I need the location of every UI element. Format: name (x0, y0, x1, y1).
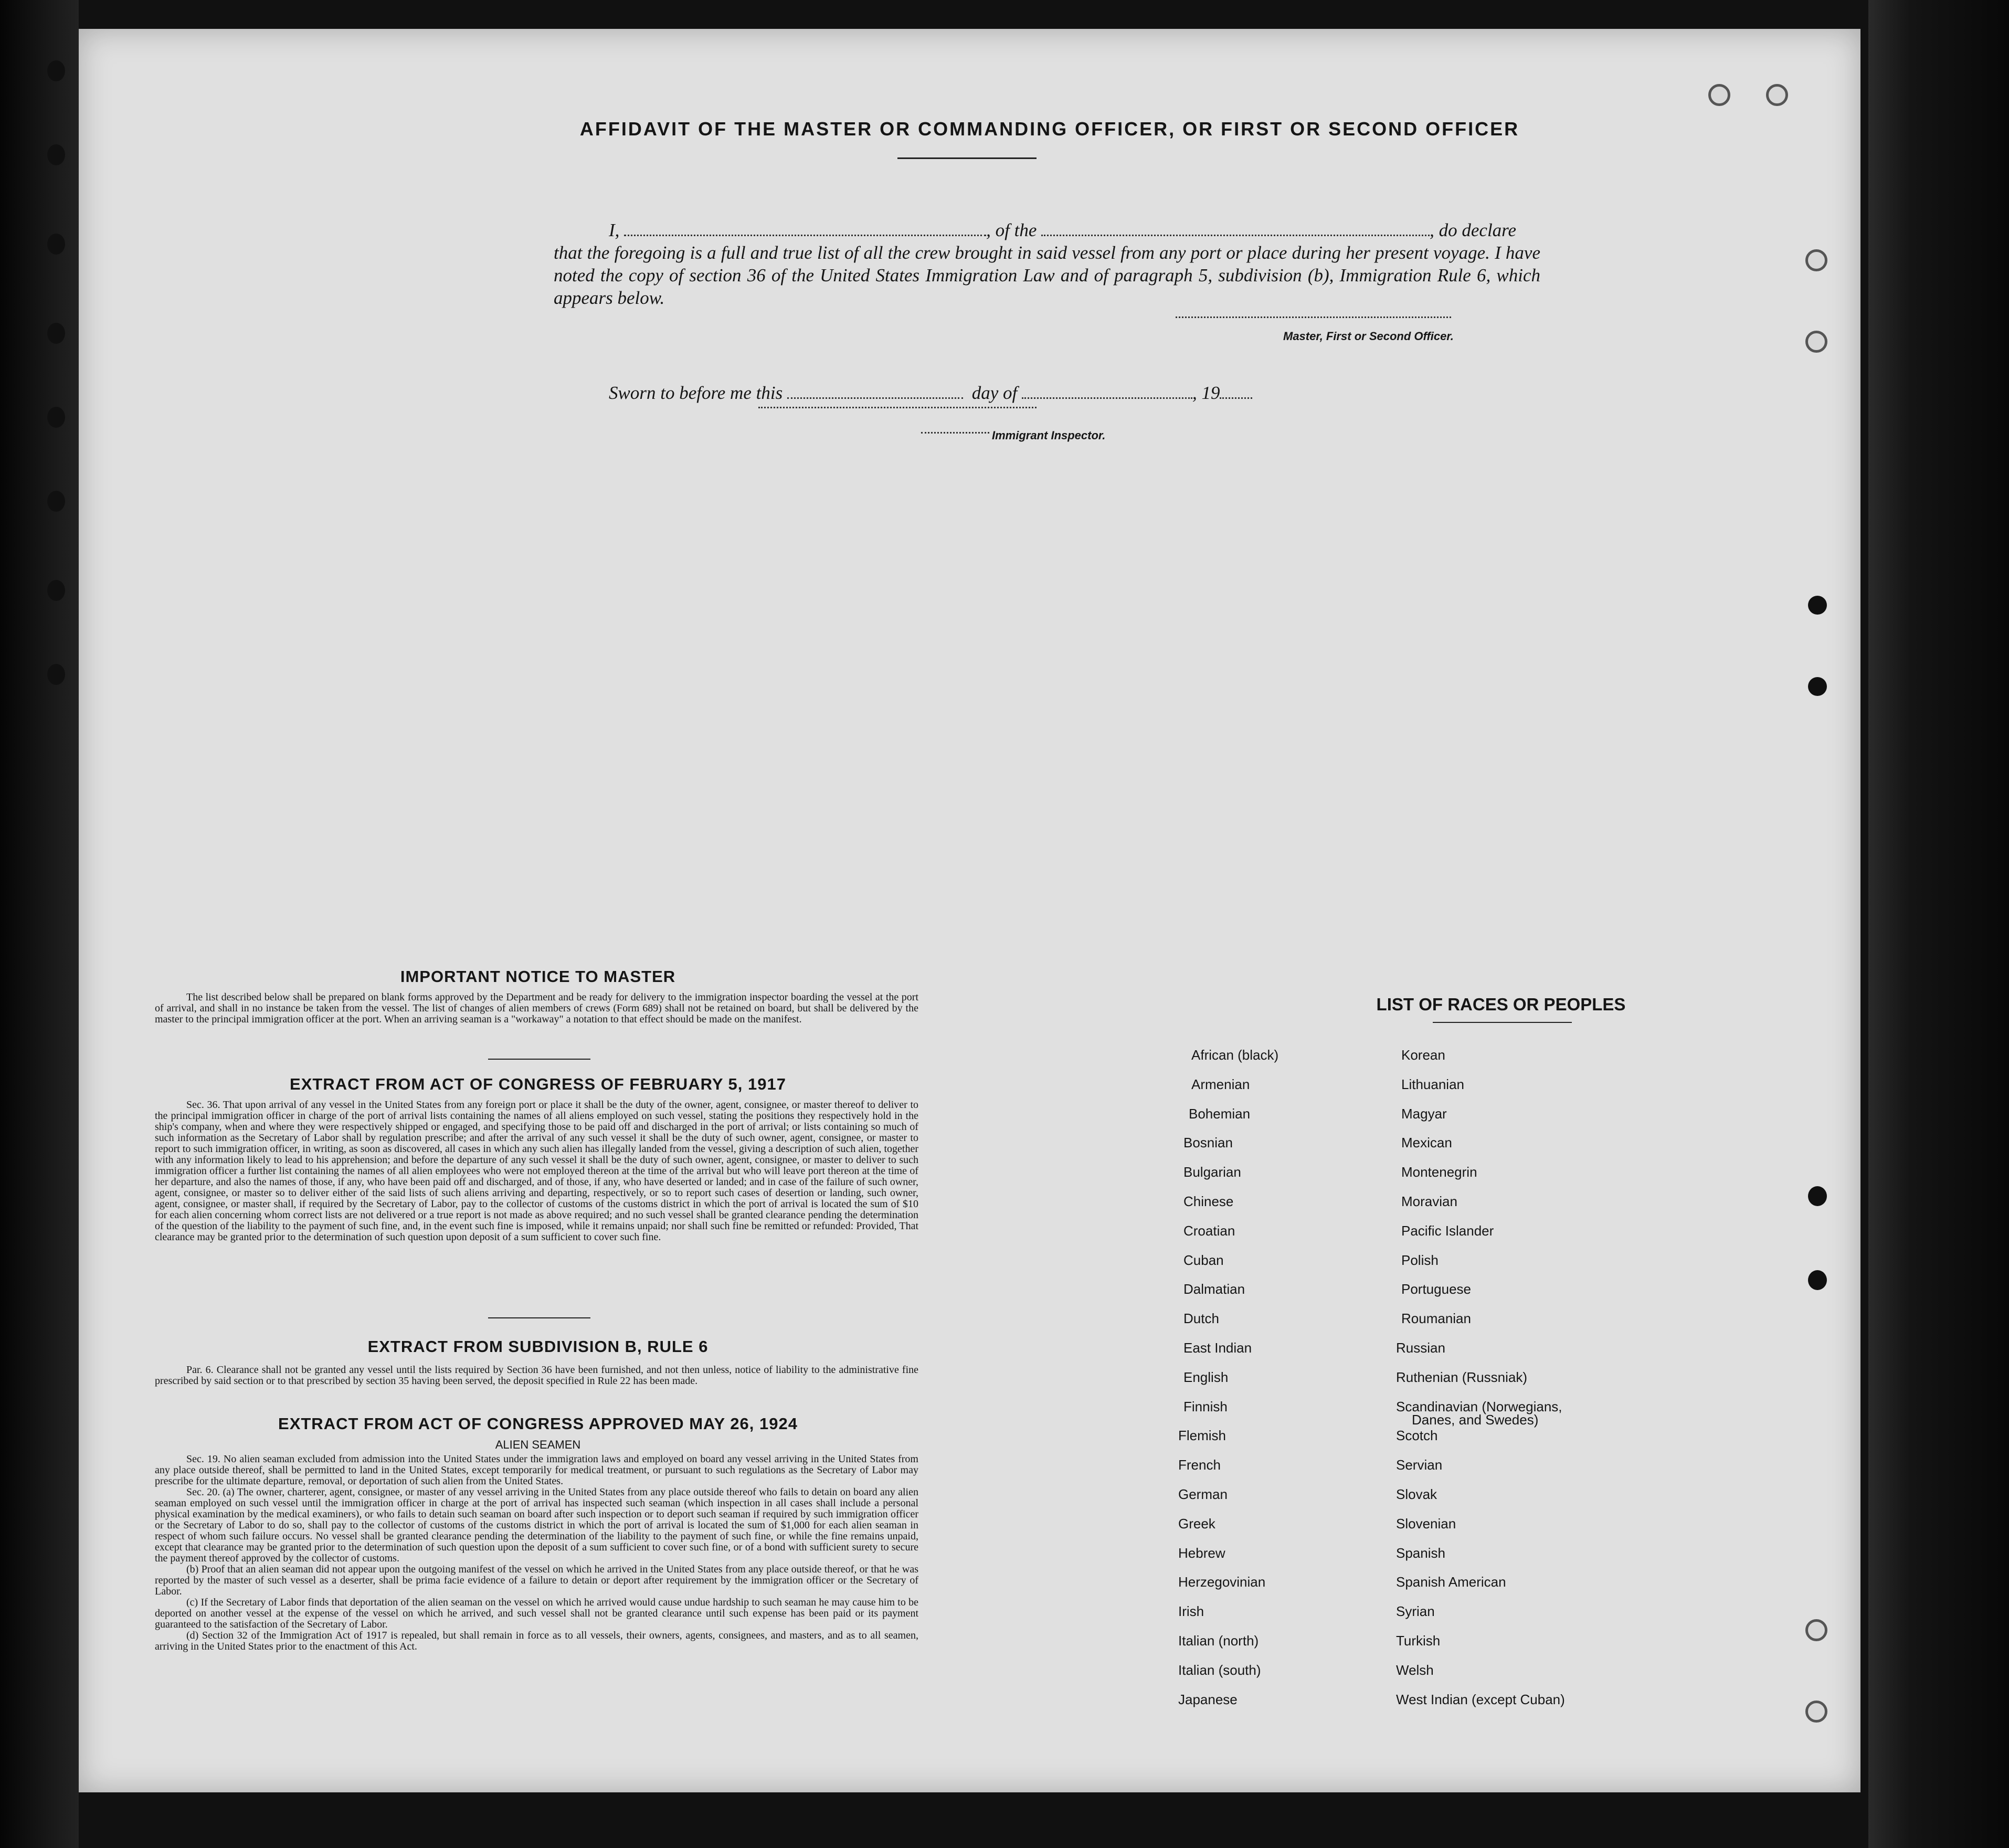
race-item: Slovenian (1396, 1515, 1456, 1532)
race-item: Croatian (1183, 1222, 1235, 1239)
punch-hole (47, 323, 65, 344)
race-item: Italian (north) (1178, 1633, 1259, 1649)
race-item: Bohemian (1189, 1105, 1251, 1122)
of-the-label: , of the (986, 220, 1037, 240)
month-blank[interactable] (1022, 386, 1192, 399)
sworn-line (609, 383, 1252, 404)
race-item: Ruthenian (Russniak) (1396, 1369, 1528, 1385)
races-title-underline (1433, 1022, 1572, 1023)
race-item: Slovak (1396, 1486, 1437, 1502)
name-blank[interactable] (624, 221, 986, 236)
race-item: Herzegovinian (1178, 1574, 1266, 1590)
punch-hole (1708, 84, 1730, 106)
race-item: Finnish (1183, 1398, 1228, 1414)
year-prefix: , 19 (1192, 383, 1220, 403)
race-item: German (1178, 1486, 1228, 1502)
race-item: Bosnian (1183, 1135, 1233, 1151)
punch-hole (1766, 84, 1788, 106)
race-item: Irish (1178, 1603, 1204, 1620)
notice-title: IMPORTANT NOTICE TO MASTER (400, 967, 676, 986)
section-divider (488, 1317, 590, 1318)
do-declare-label: , do declare (1430, 220, 1517, 240)
master-signature-line[interactable] (1176, 316, 1451, 318)
vessel-blank[interactable] (1041, 221, 1430, 236)
race-item: Armenian (1191, 1076, 1250, 1092)
day-blank[interactable] (787, 386, 963, 399)
race-item: Moravian (1401, 1194, 1457, 1209)
race-item: Flemish (1178, 1428, 1226, 1444)
inspector-caption-leader (921, 432, 989, 434)
race-item: Servian (1396, 1457, 1443, 1473)
race-item: Greek (1178, 1515, 1215, 1532)
document-page (79, 29, 1860, 1792)
race-item: Mexican (1401, 1135, 1452, 1151)
extract-1917-title: EXTRACT FROM ACT OF CONGRESS OF FEBRUARY 5, 1917 (290, 1075, 786, 1093)
punch-hole (1805, 1701, 1827, 1723)
punch-hole (47, 664, 65, 685)
extract-1924-title: EXTRACT FROM ACT OF CONGRESS APPROVED MAY 26, 1924 (278, 1414, 798, 1433)
race-item: Russian (1396, 1340, 1445, 1356)
punch-hole (47, 491, 65, 512)
race-item: French (1178, 1457, 1221, 1473)
race-item: Montenegrin (1401, 1164, 1477, 1180)
punch-hole (1808, 677, 1827, 696)
race-item: Polish (1401, 1252, 1439, 1268)
races-title: LIST OF RACES OR PEOPLES (1376, 995, 1626, 1014)
extract-1924-paragraph: (b) Proof that an alien seaman did not appear upon the outgoing manifest of the vessel on which he arrived in the United States from any place outside thereof, or that he was reported by the master of such vessel as a deserter, shall be prima facie evidence of a failure to detain or deport after requirement by the immigration officer or the Secretary of Labor. (155, 1564, 918, 1597)
race-item-continuation: Danes, and Swedes) (1412, 1411, 1539, 1428)
notice-text: The list described below shall be prepared on blank forms approved by the Department and be ready for delivery to the immigration inspector boarding the vessel at the port of arrival, and shall in no instance be taken from the vessel. The list of changes of alien members of crews (Form 689) shall not be retained on board, but shall be delivered by the master to the principal immigration officer at the port. When an arriving seaman is a "workaway" a notation to that effect should be made on the manifest. (155, 991, 918, 1025)
scan-border-left (0, 0, 79, 1848)
punch-hole (1805, 1619, 1827, 1641)
inspector-caption: Immigrant Inspector. (992, 429, 1106, 442)
punch-hole (47, 580, 65, 601)
punch-hole (47, 234, 65, 255)
race-item: Lithuanian (1401, 1076, 1464, 1092)
race-item: West Indian (except Cuban) (1396, 1691, 1565, 1707)
affidavit-title: AFFIDAVIT OF THE MASTER OR COMMANDING OFFICER, OR FIRST OR SECOND OFFICER (579, 118, 1520, 140)
punch-hole (1805, 249, 1827, 271)
punch-hole (1808, 1270, 1827, 1290)
extract-rule6-title: EXTRACT FROM SUBDIVISION B, RULE 6 (367, 1337, 709, 1356)
extract-rule6-text: Par. 6. Clearance shall not be granted any vessel until the lists required by Section 36 have been furnished, and not then unless, notice of liability to the administrative fine prescribed by said section or to that prescribed by section 35 having been served, the deposit specified in Rule 22 has been made. (155, 1364, 918, 1387)
race-item: Korean (1401, 1047, 1445, 1063)
race-item: Portuguese (1401, 1281, 1471, 1297)
race-item: Bulgarian (1183, 1164, 1241, 1180)
extract-1924-paragraph: Sec. 19. No alien seaman excluded from admission into the United States under the immigration laws and employed on board any vessel arriving in the United States from any place outside thereof, shall be permitted to land in the United States, except temporarily for medical treatment, or pursuant to such regulations as the Secretary of Labor may prescribe for the ultimate departure, removal, or deportation of such alien from the United States. (155, 1453, 918, 1487)
race-item: Spanish (1396, 1545, 1445, 1561)
punch-hole (47, 144, 65, 165)
race-item: Cuban (1183, 1252, 1224, 1268)
race-item: Welsh (1396, 1662, 1434, 1678)
extract-1924-paragraph: (c) If the Secretary of Labor finds that deportation of the alien seaman on the vessel on which he arrived would cause undue hardship to such seaman he may cause him to be deported on another vessel at the expense of the vessel on which he arrived, and such vessel shall not be granted clearance until such expense has been paid or its payment guaranteed to the satisfaction of the Secretary of Labor. (155, 1597, 918, 1630)
race-item: Japanese (1178, 1691, 1238, 1707)
inspector-signature-line[interactable] (758, 407, 1037, 408)
race-item: English (1183, 1369, 1229, 1385)
race-item: Italian (south) (1178, 1662, 1261, 1678)
year-blank[interactable] (1220, 386, 1252, 399)
race-item: East Indian (1183, 1340, 1252, 1356)
affidavit-i-label: I, (609, 220, 620, 240)
affidavit-declaration-line (609, 219, 1540, 241)
master-signature-caption: Master, First or Second Officer. (1283, 330, 1454, 343)
punch-hole (1805, 331, 1827, 353)
section-divider (488, 1059, 590, 1060)
punch-hole (47, 407, 65, 428)
extract-1924-paragraph: Sec. 20. (a) The owner, charterer, agent, consignee, or master of any vessel arriving in the United States from any place outside thereof who fails to detain on board any alien seaman employed on such vessel until the immigration officer in charge at the port of arrival has inspected such seaman (which inspection in all cases shall include a personal physical examination by the medical examiners), or who fails to detain such seaman on board after such inspection or to deport such seaman if required by such immigration officer or the Secretary of Labor to do so, shall pay to the collector of customs of the customs district in which the port of arrival is located the sum of $1,000 for each alien seaman in respect of whom such failure occurs. No vessel shall be granted clearance pending the determination of the liability to the payment of such fine, or while the fine remains unpaid, except that clearance may be granted prior to the determination of such question upon the deposit of a sum sufficient to cover such fine, or of a bond with sufficient surety to secure the payment thereof approved by the collector of customs. (155, 1486, 918, 1564)
affidavit-body-text: that the foregoing is a full and true list of all the crew brought in said vessel from any port or place during her present voyage. I have noted the copy of section 36 of the United States Immigration Law and of paragraph 5, subdivision (b), Immigration Rule 6, which appears below. (554, 242, 1540, 308)
race-item: Scandinavian (Norwegians, (1396, 1398, 1562, 1414)
race-item: Scotch (1396, 1428, 1438, 1444)
race-item: Dalmatian (1183, 1281, 1245, 1297)
race-item: Spanish American (1396, 1574, 1506, 1590)
affidavit-text (554, 219, 1540, 309)
sworn-prefix: Sworn to before me this (609, 383, 783, 403)
race-item: Chinese (1183, 1194, 1234, 1209)
race-item: Hebrew (1178, 1545, 1225, 1561)
extract-1924-subtitle: ALIEN SEAMEN (495, 1438, 581, 1451)
punch-hole (1808, 596, 1827, 615)
race-item: African (black) (1191, 1047, 1279, 1063)
extract-1924-paragraph: (d) Section 32 of the Immigration Act of 1917 is repealed, but shall remain in force as to all vessels, their owners, agents, consignees, and masters, and as to all seamen, arriving in the United States prior to the enactment of this Act. (155, 1630, 918, 1652)
race-item: Turkish (1396, 1633, 1441, 1649)
title-underline (897, 157, 1037, 159)
punch-hole (47, 60, 65, 81)
extract-1917-text: Sec. 36. That upon arrival of any vessel in the United States from any foreign port or place it shall be the duty of the owner, agent, consignee, or master thereof to deliver to the principal immigration officer in charge of the port of arrival lists containing the names of all aliens employed on such vessel, stating the positions they respectively hold in the ship's company, when and where they were respectively shipped or engaged, and specifying those to be paid off and discharged in the port of arrival; or lists containing so much of such information as the Secretary of Labor shall by regulation prescribe; and after the arrival of any such vessel it shall be the duty of such owner, agent, consignee, or master to report to such immigration officer, in writing, as soon as discovered, all cases in which any such alien has illegally landed from the vessel, giving a description of such alien, together with any information likely to lead to his apprehension; and before the departure of any such vessel it shall be the duty of such owner, agent, consignee, or master to deliver to such immigration officer a further list containing the names of all alien employees who were not employed thereon at the time of the arrival but who will leave port thereon at the time of her departure, and also the names of those, if any, who have been paid off and discharged, and of those, if any, who have deserted or landed; and in case of the failure of such owner, agent, consignee, or master so to deliver either of the said lists of such aliens arriving and departing, respectively, or so to report such cases of desertion or landing, such owner, agent, consignee, or master shall, if required by the Secretary of Labor, pay to the collector of customs of the customs district in which the port of arrival is located the sum of $10 for each alien concerning whom correct lists are not delivered or a true report is not made as above required; and no such vessel shall be granted clearance pending the determination of the question of the liability to the payment of such fine, and, in the event such fine is imposed, while it remains unpaid; nor shall such fine be remitted or refunded: Provided, That clearance may be granted prior to the determination of such question upon deposit of a sum sufficient to cover such fine. (155, 1099, 918, 1243)
scan-border-right (1868, 0, 2009, 1848)
race-item: Dutch (1183, 1311, 1219, 1327)
race-item: Syrian (1396, 1603, 1435, 1620)
punch-hole (1808, 1186, 1827, 1206)
race-item: Roumanian (1401, 1311, 1471, 1327)
race-item: Pacific Islander (1401, 1222, 1494, 1239)
race-item: Magyar (1401, 1105, 1447, 1122)
day-of-label: day of (971, 383, 1018, 403)
extract-1924-body (155, 1454, 918, 1652)
